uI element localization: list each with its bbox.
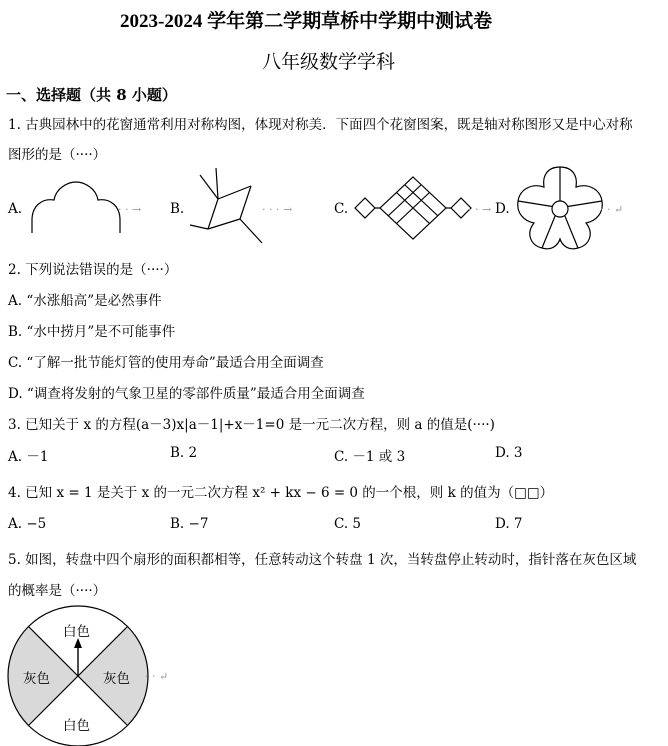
q1-a-dots: · · → bbox=[118, 203, 142, 216]
q2-option-b: B. “水中捞月”是不可能事件 bbox=[8, 324, 176, 340]
q4-option-a: A. −5 bbox=[8, 516, 47, 532]
q1-b-dots: · · · → bbox=[262, 203, 293, 216]
q3-option-d: D. 3 bbox=[495, 445, 523, 461]
q5-figure-dots: · · ↵ bbox=[145, 670, 169, 683]
q1-option-d-label: D. bbox=[495, 201, 510, 217]
spinner-label-left: 灰色 bbox=[23, 671, 50, 687]
q1-option-b-figure bbox=[190, 165, 270, 247]
q4-option-c: C. 5 bbox=[334, 516, 362, 532]
q1-option-d-figure bbox=[516, 165, 604, 251]
q1-d-dots: · · ↵ bbox=[600, 203, 624, 216]
q4-option-b: B. −7 bbox=[170, 516, 209, 532]
q4-stem: 4. 已知 x = 1 是关于 x 的一元二次方程 x² + kx − 6 = 0 的一个根，则 k 的值为（□□） bbox=[8, 485, 554, 501]
q1-stem-line2: 图形的是（····） bbox=[8, 147, 107, 163]
spinner-label-bottom: 白色 bbox=[63, 718, 90, 734]
q3-option-b: B. 2 bbox=[170, 445, 198, 461]
q5-stem-line1: 5. 如图，转盘中四个扇形的面积都相等，任意转动这个转盘 1 次，当转盘停止转动时，指针落在灰色区域 bbox=[8, 552, 637, 568]
q1-option-a-label: A. bbox=[8, 201, 23, 217]
q2-option-a: A. “水涨船高”是必然事件 bbox=[8, 293, 162, 309]
q1-option-b-label: B. bbox=[170, 201, 185, 217]
spinner-label-top: 白色 bbox=[63, 624, 90, 640]
section-heading: 一、选择题（共 8 小题） bbox=[6, 86, 177, 104]
q5-stem-line2: 的概率是（····） bbox=[8, 583, 107, 599]
exam-title: 2023-2024 学年第二学期草桥中学期中测试卷 bbox=[120, 11, 493, 32]
subject-subtitle: 八年级数学学科 bbox=[262, 51, 396, 73]
q1-option-a-figure bbox=[28, 178, 124, 238]
q3-option-a: A. －1 bbox=[8, 449, 49, 465]
q2-option-c: C. “了解一批节能灯管的使用寿命”最适合用全面调查 bbox=[8, 355, 324, 371]
q3-option-c: C. －1 或 3 bbox=[334, 449, 406, 465]
q2-option-d: D. “调查将发射的气象卫星的零部件质量”最适合用全面调查 bbox=[8, 386, 365, 402]
q1-option-c-figure bbox=[355, 177, 471, 239]
q3-stem: 3. 已知关于 x 的方程(a－3)x|a－1|+x－1=0 是一元二次方程，则 a 的值是(····) bbox=[8, 417, 495, 433]
q1-c-dots: · · → bbox=[468, 203, 492, 216]
q1-option-c-label: C. bbox=[334, 201, 349, 217]
spinner-label-right: 灰色 bbox=[103, 671, 130, 687]
q4-option-d: D. 7 bbox=[495, 516, 523, 532]
q2-stem: 2. 下列说法错误的是（····） bbox=[8, 262, 178, 278]
q1-stem-line1: 1. 古典园林中的花窗通常利用对称构图，体现对称美．下面四个花窗图案，既是轴对称图形又是中心对称 bbox=[8, 117, 633, 133]
